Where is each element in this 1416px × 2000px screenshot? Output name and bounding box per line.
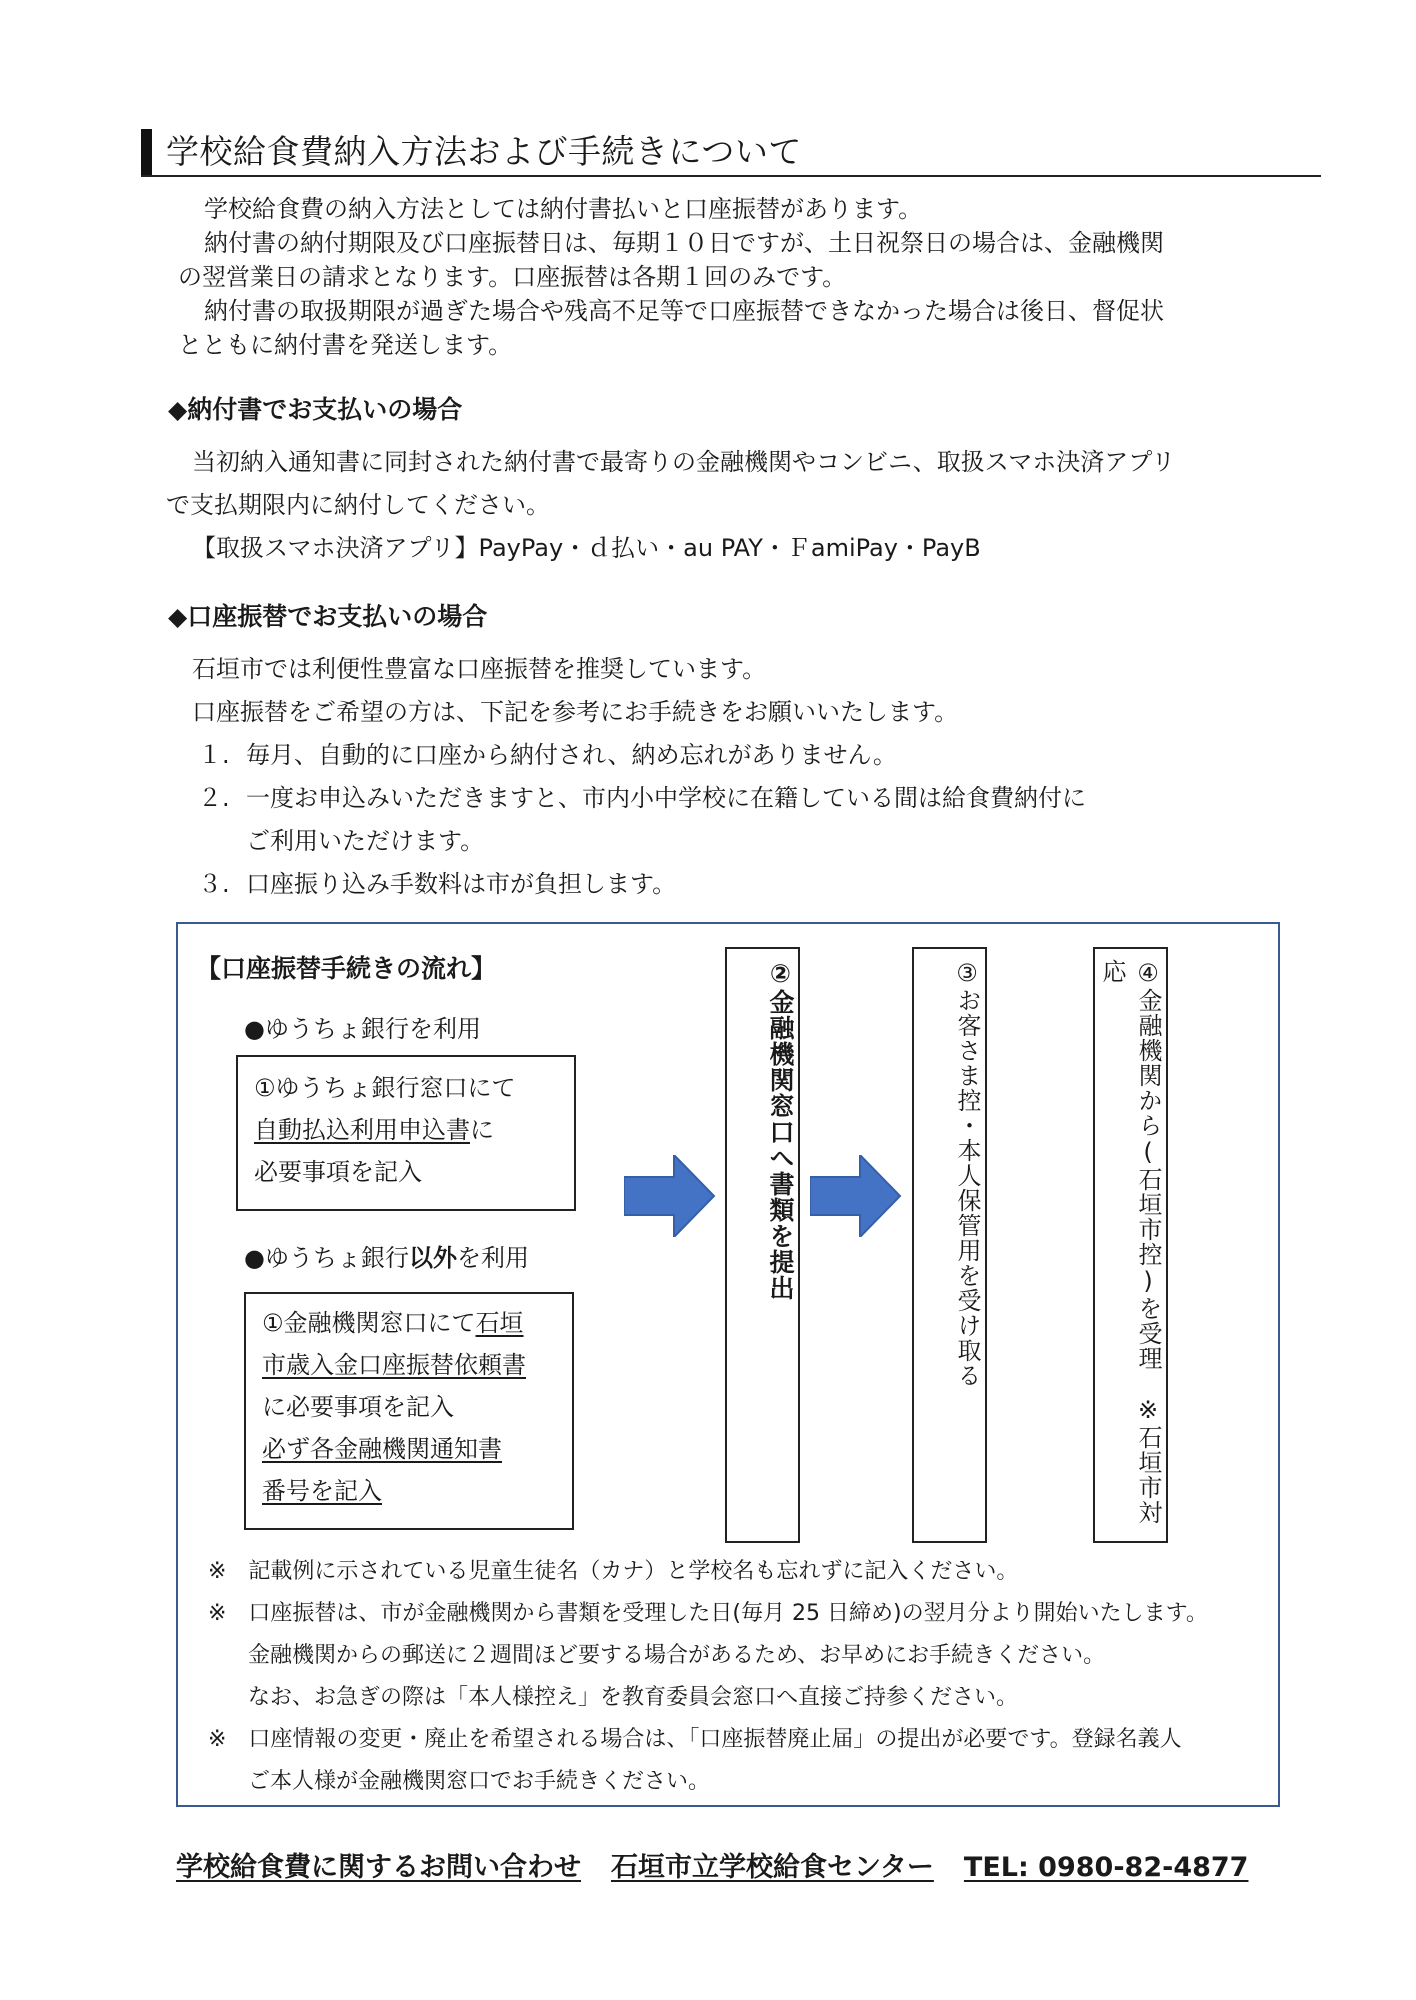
step2-text: ②金融機関窓口へ書類を提出 <box>766 959 795 1301</box>
flow-note: なお、お急ぎの際は「本人様控え」を教育委員会窓口へ直接ご持参ください。 <box>248 1685 1019 1710</box>
other-bank-box <box>244 1292 574 1530</box>
intro-line: 納付書の納付期限及び口座振替日は、毎期１０日ですが、土日祝祭日の場合は、金融機関 <box>204 229 1164 257</box>
yucho-line: ①ゆうちょ銀行窓口にて <box>254 1074 516 1102</box>
list-item: 一度お申込みいただきますと、市内小中学校に在籍している間は給食費納付に <box>246 784 1086 812</box>
yucho-box <box>236 1055 576 1211</box>
flow-note: ご本人様が金融機関窓口でお手続きください。 <box>248 1769 711 1794</box>
section1-apps: 【取扱スマホ決済アプリ】PayPay・ｄ払い・au PAY・ＦamiPay・PayB <box>192 534 981 562</box>
other-bank-form-name: 石垣 <box>475 1309 524 1337</box>
intro-line: 学校給食費の納入方法としては納付書払いと口座振替があります。 <box>204 195 923 223</box>
flow-note: ※ 口座情報の変更・廃止を希望される場合は、「口座振替廃止届」の提出が必要です。登録名義人 <box>208 1727 1182 1752</box>
section1-line: 当初納入通知書に同封された納付書で最寄りの金融機関やコンビニ、取扱スマホ決済アプリ <box>192 448 1176 476</box>
title-rule <box>141 175 1321 177</box>
list-number: １. <box>198 741 230 769</box>
step2-box <box>725 947 800 1543</box>
other-bank-label: ●ゆうちょ銀行以外を利用 <box>244 1244 529 1272</box>
title-bar <box>141 129 152 177</box>
contact-tel: TEL: 0980-82-4877 <box>963 1852 1249 1883</box>
section-heading-account-transfer: ◆口座振替でお支払いの場合 <box>168 602 488 631</box>
step4-box <box>1093 947 1168 1543</box>
section2-line: 石垣市では利便性豊富な口座振替を推奨しています。 <box>192 655 767 683</box>
yucho-form-name: 自動払込利用申込書 <box>254 1116 470 1144</box>
yucho-label: ●ゆうちょ銀行を利用 <box>244 1015 481 1043</box>
list-item: 口座振り込み手数料は市が負担します。 <box>246 870 677 898</box>
step3-text: ③お客さま控・本人保管用を受け取る <box>953 959 981 1388</box>
other-bank-note: 必ず各金融機関通知書 <box>262 1435 502 1463</box>
flow-note: 金融機関からの郵送に２週間ほど要する場合があるため、お早めにお手続きください。 <box>248 1643 1106 1668</box>
yucho-line: 必要事項を記入 <box>254 1158 422 1186</box>
intro-line: 納付書の取扱期限が過ぎた場合や残高不足等で口座振替できなかった場合は後日、督促状 <box>204 297 1164 325</box>
intro-line: とともに納付書を発送します。 <box>178 331 513 359</box>
section2-line: 口座振替をご希望の方は、下記を参考にお手続きをお願いいたします。 <box>192 698 959 726</box>
page-title: 学校給食費納入方法および手続きについて <box>166 132 802 171</box>
other-bank-line: ①金融機関窓口にて <box>262 1309 476 1337</box>
section1-line: で支払期限内に納付してください。 <box>166 491 550 519</box>
other-bank-line: に必要事項を記入 <box>262 1393 454 1421</box>
section-heading-payment-slip: ◆納付書でお支払いの場合 <box>168 395 463 424</box>
step4-text: ④金融機関から(石垣市控)を受理 ※石垣市対応 <box>1098 959 1162 1525</box>
list-item: ご利用いただけます。 <box>246 827 485 855</box>
step3-box <box>912 947 987 1543</box>
other-bank-form-name: 市歳入金口座振替依頼書 <box>262 1351 526 1379</box>
contact-org: 石垣市立学校給食センター <box>611 1852 934 1883</box>
arrow-right-icon <box>810 1155 902 1237</box>
flow-note: ※ 記載例に示されている児童生徒名（カナ）と学校名も忘れずに記入ください。 <box>208 1559 1019 1584</box>
list-item: 毎月、自動的に口座から納付され、納め忘れがありません。 <box>246 741 897 769</box>
flow-heading: 【口座振替手続きの流れ】 <box>196 954 497 983</box>
arrow-right-icon <box>624 1155 716 1237</box>
yucho-line: に <box>470 1116 494 1144</box>
intro-line: の翌営業日の請求となります。口座振替は各期１回のみです。 <box>178 263 847 291</box>
contact-label: 学校給食費に関するお問い合わせ <box>176 1852 581 1883</box>
flow-note: ※ 口座振替は、市が金融機関から書類を受理した日(毎月 25 日締め)の翌月分より開始いたします。 <box>208 1601 1208 1626</box>
other-bank-note: 番号を記入 <box>262 1477 382 1505</box>
list-number: ２. <box>198 784 230 812</box>
list-number: ３. <box>198 870 230 898</box>
contact-footer <box>176 1848 1248 1888</box>
